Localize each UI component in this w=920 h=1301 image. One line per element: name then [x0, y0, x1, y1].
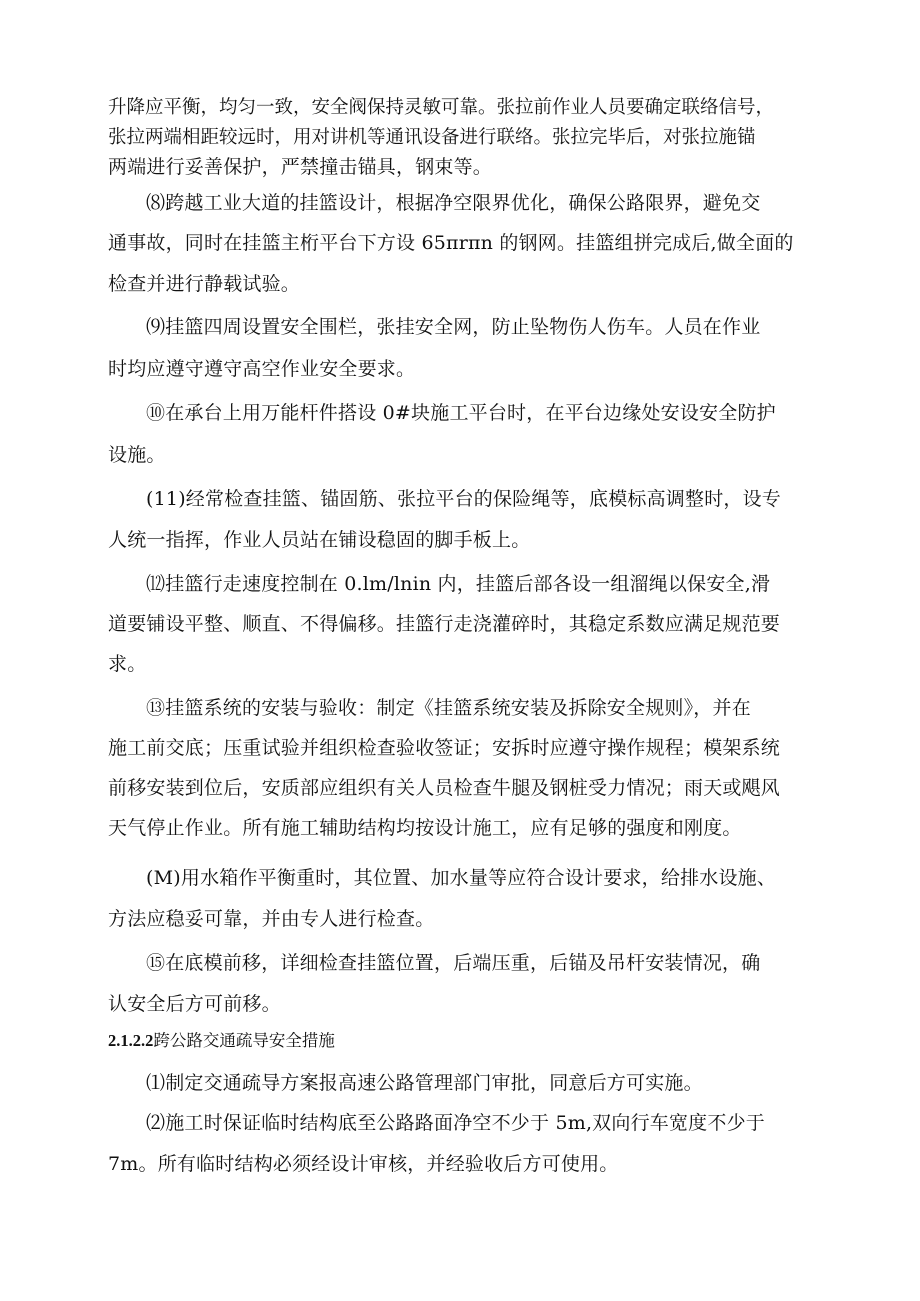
item-13-line-3: 前移安装到位后，安质部应组织有关人员检查牛腿及钢桩受力情况；雨天或飓风 [108, 777, 781, 799]
item-12-line-1: ⑿挂篮行走速度控制在 0.lm∕lnin 内，挂篮后部各设一组溜绳以保安全,滑 [146, 573, 771, 595]
item-8-line-3: 检查并进行静载试验。 [108, 273, 301, 295]
traffic-item-2-line-1: ⑵施工时保证临时结构底至公路路面净空不少于 5m,双向行车宽度不少于 [146, 1112, 765, 1134]
item-11-line-1: (11)经常检查挂篮、锚固筋、张拉平台的保险绳等，底模标高调整时，设专 [146, 488, 782, 510]
section-title: 跨公路交通疏导安全措施 [153, 1031, 335, 1050]
item-9-line-1: ⑼挂篮四周设置安全围栏，张挂安全网，防止坠物伤人伤车。人员在作业 [146, 316, 761, 338]
item-8-line-2: 通事故，同时在挂篮主桁平台下方设 65πrπn 的钢网。挂篮组拼完成后,做全面的 [108, 232, 794, 254]
item-14-line-1: (M)用水箱作平衡重时，其位置、加水量等应符合设计要求，给排水设施、 [146, 867, 777, 889]
item-10-line-2: 设施。 [108, 444, 166, 466]
paragraph-7-line-1: 升降应平衡，均匀一致，安全阀保持灵敏可靠。张拉前作业人员要确定联络信号， [108, 97, 775, 118]
item-14-line-2: 方法应稳妥可靠，并由专人进行检查。 [108, 908, 435, 930]
item-11-line-2: 人统一指挥，作业人员站在铺设稳固的脚手板上。 [108, 529, 531, 551]
item-15-line-2: 认安全后方可前移。 [108, 993, 281, 1015]
paragraph-7-line-2: 张拉两端相距较远时，用对讲机等通讯设备进行联络。张拉完毕后，对张拉施锚 [108, 127, 756, 148]
item-10-line-1: ⑩在承台上用万能杆件搭设 0#块施工平台时，在平台边缘处安设安全防护 [146, 402, 776, 424]
item-13-line-1: ⑬挂篮系统的安装与验收：制定《挂篮系统安装及拆除安全规则》，并在 [146, 697, 751, 719]
section-number: 2.1.2.2 [108, 1031, 154, 1050]
paragraph-7-line-3: 两端进行妥善保护，严禁撞击锚具，钢束等。 [108, 156, 493, 178]
traffic-item-1-line: ⑴制定交通疏导方案报高速公路管理部门审批，同意后方可实施。 [146, 1072, 703, 1094]
traffic-item-2-line-2: 7m。所有临时结构必须经设计审核，并经验收后方可使用。 [108, 1153, 619, 1175]
item-13-line-4: 天气停止作业。所有施工辅助结构均按设计施工，应有足够的强度和刚度。 [108, 817, 742, 839]
item-12-line-2: 道要铺设平整、顺直、不得偏移。挂篮行走浇灌碎时，其稳定系数应满足规范要 [108, 613, 781, 635]
section-heading [108, 1030, 335, 1052]
item-13-line-2: 施工前交底；压重试验并组织检查验收签证；安拆时应遵守操作规程；模架系统 [108, 737, 781, 759]
item-8-line-1: ⑻跨越工业大道的挂篮设计，根据净空限界优化，确保公路限界，避免交 [146, 192, 761, 214]
item-9-line-2: 时均应遵守遵守高空作业安全要求。 [108, 358, 416, 380]
item-15-line-1: ⑮在底模前移，详细检查挂篮位置，后端压重，后锚及吊杆安装情况，确 [146, 952, 761, 974]
item-12-line-3: 求。 [108, 653, 147, 675]
